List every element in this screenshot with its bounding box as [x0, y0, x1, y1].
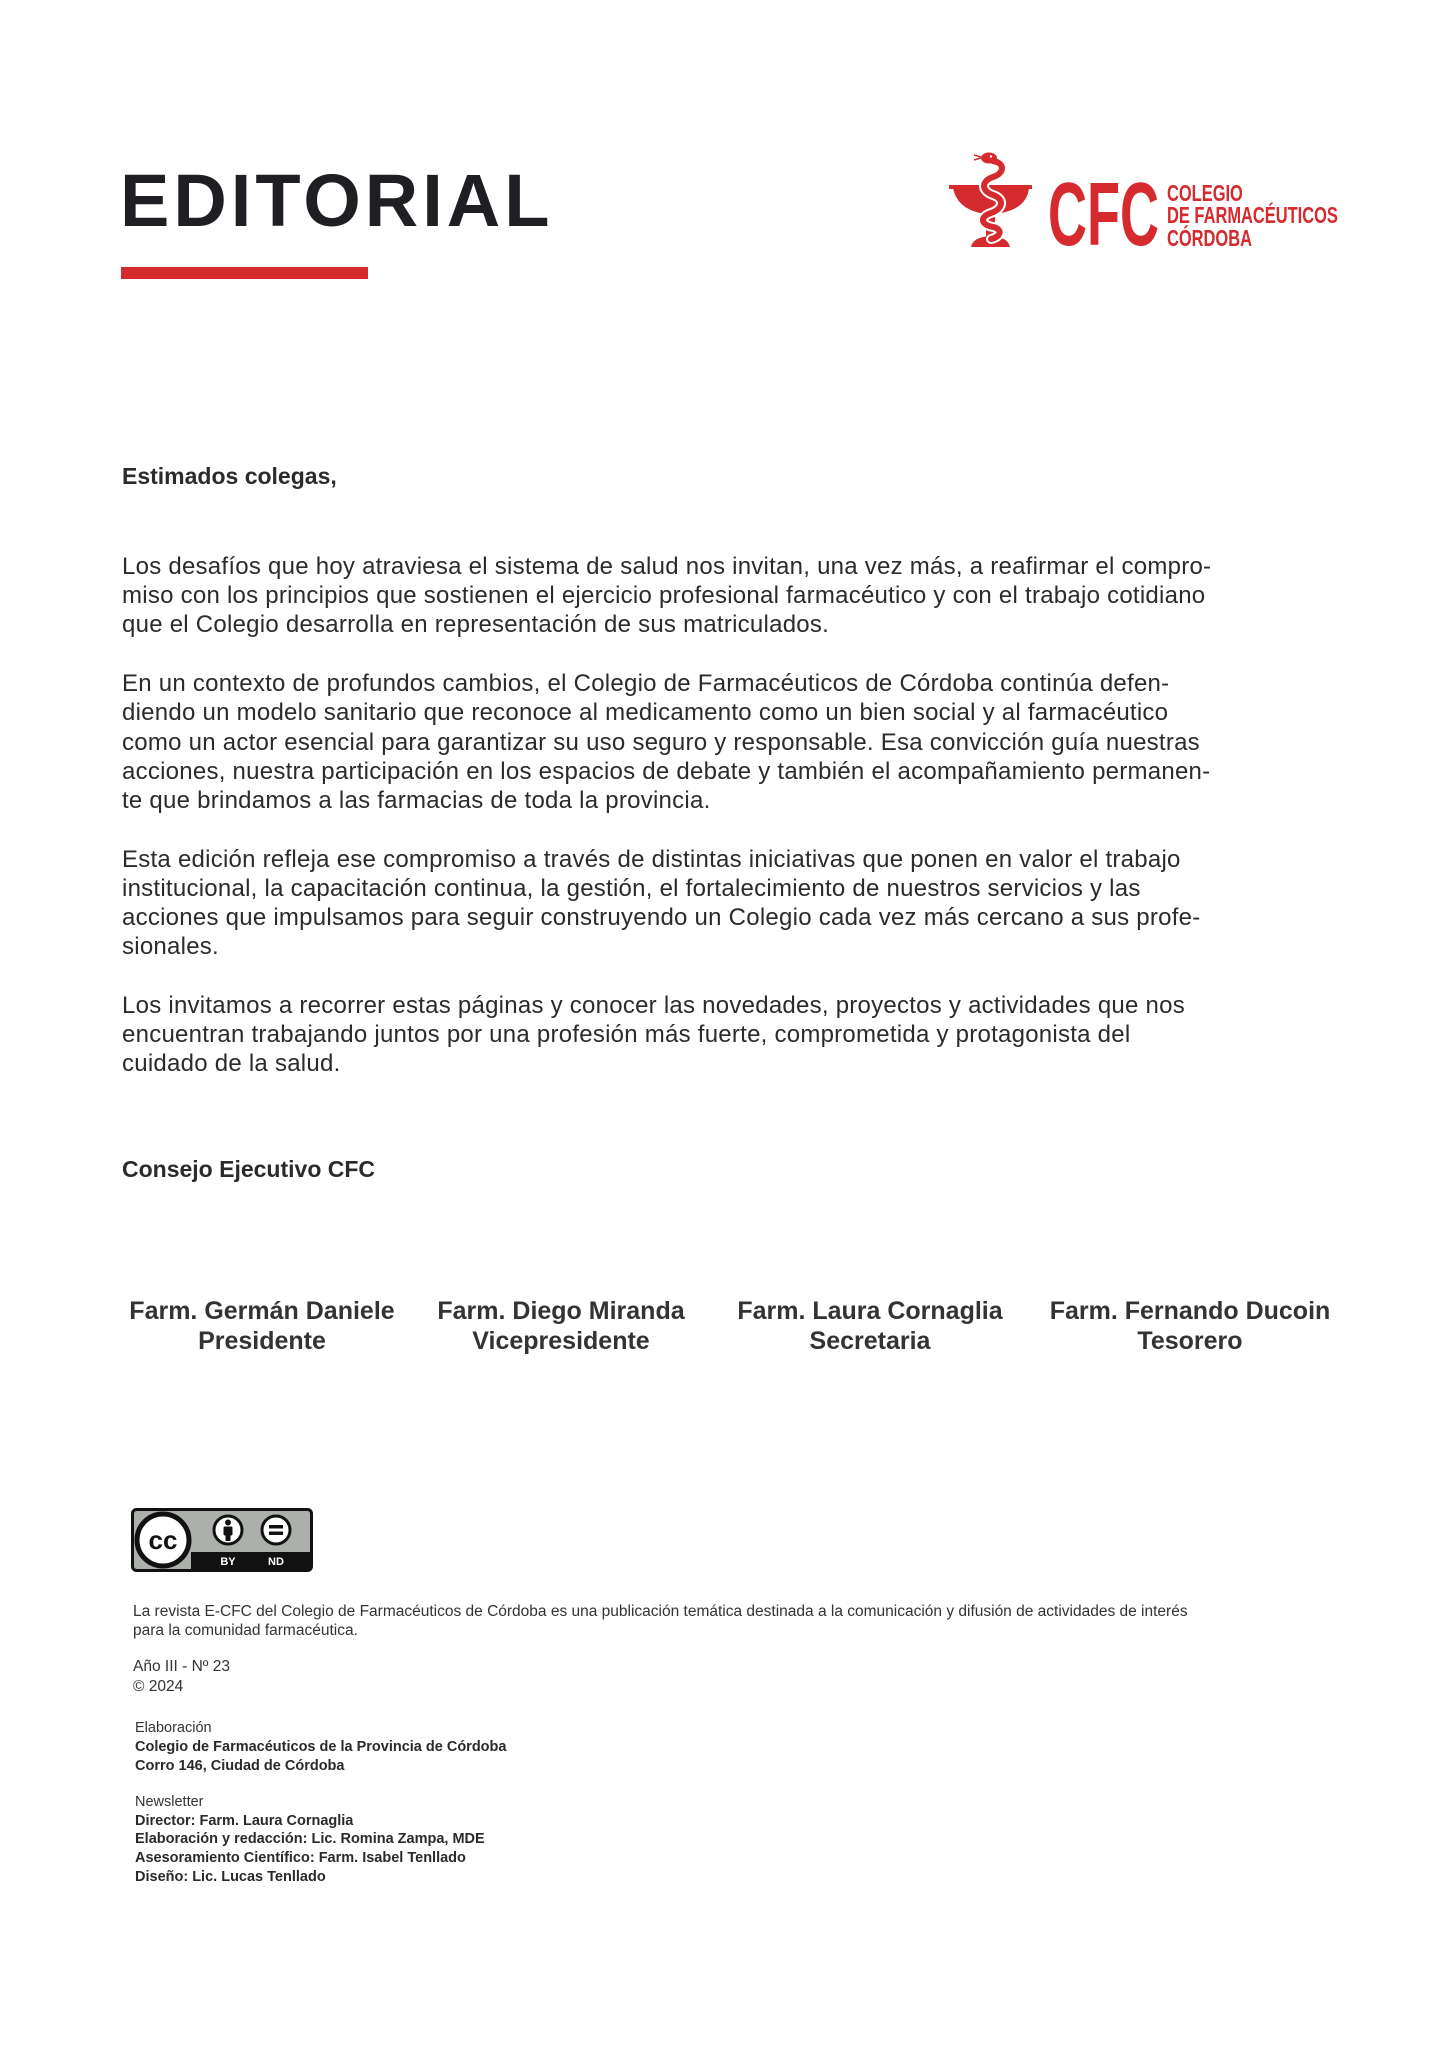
paragraph-line: sionales. — [122, 933, 219, 961]
paragraph-line: cuidado de la salud. — [122, 1050, 341, 1078]
signatory — [690, 1296, 1050, 1356]
footer-description-line: para la comunidad farmacéutica. — [133, 1622, 358, 1640]
by-label: BY — [220, 1556, 236, 1568]
logo-name-line: CÓRDOBA — [1167, 224, 1252, 251]
credit-line: Director: Farm. Laura Cornaglia — [135, 1812, 354, 1829]
nd-label: ND — [268, 1556, 284, 1568]
closing-signature: Consejo Ejecutivo CFC — [122, 1156, 376, 1183]
title-underline — [121, 267, 368, 279]
newsletter-credits — [135, 1793, 485, 1887]
paragraph-line: Los invitamos a recorrer estas páginas y conocer las novedades, proyectos y actividades que nos — [122, 991, 1185, 1019]
paragraph-line: acciones que impulsamos para seguir construyendo un Colegio cada vez más cercano a sus profe- — [122, 904, 1201, 932]
signatory — [381, 1296, 741, 1356]
issue-info — [133, 1657, 230, 1696]
footer-description-line: La revista E-CFC del Colegio de Farmacéuticos de Córdoba es una publicación temática destinada a la comunicación y difusión de actividades de interés — [133, 1602, 1188, 1620]
logo-name-line: DE FARMACÉUTICOS — [1167, 202, 1338, 229]
copyright: © 2024 — [133, 1677, 184, 1695]
caduceus-cup-icon — [949, 151, 1032, 247]
newsletter-heading: Newsletter — [135, 1793, 204, 1810]
signatory-name: Farm. Germán Daniele — [129, 1296, 395, 1325]
signatory-role: Tesorero — [1137, 1326, 1243, 1355]
issue-number: Año III - Nº 23 — [133, 1658, 230, 1676]
logo-institution-name — [1167, 179, 1338, 251]
paragraph-line: Esta edición refleja ese compromiso a través de distintas iniciativas que ponen en valor el trabajo — [122, 845, 1181, 873]
paragraph-line: acciones, nuestra participación en los espacios de debate y también el acompañamiento permanen- — [122, 757, 1211, 785]
credit-line: Asesoramiento Científico: Farm. Isabel Tenllado — [135, 1849, 466, 1866]
editorial-body — [122, 552, 1362, 1108]
signatory-name: Farm. Diego Miranda — [437, 1296, 685, 1325]
paragraph — [122, 991, 1362, 1079]
paragraph-line: En un contexto de profundos cambios, el Colegio de Farmacéuticos de Córdoba continúa defen- — [122, 670, 1170, 698]
footer-description — [133, 1602, 1188, 1641]
paragraph — [122, 552, 1362, 640]
signatory-role: Vicepresidente — [472, 1326, 650, 1355]
cc-text: cc — [148, 1525, 178, 1555]
paragraph — [122, 669, 1362, 815]
paragraph — [122, 845, 1362, 962]
no-derivatives-icon — [262, 1516, 290, 1544]
paragraph-line: diendo un modelo sanitario que reconoce al medicamento como un bien social y al farmacéutico — [122, 699, 1169, 727]
paragraph-line: como un actor esencial para garantizar su uso seguro y responsable. Esa convicción guía nuestras — [122, 728, 1200, 756]
signatory-role: Secretaria — [809, 1326, 931, 1355]
paragraph-line: miso con los principios que sostienen el ejercicio profesional farmacéutico y con el trabajo cotidiano — [122, 582, 1206, 610]
signatory-name: Farm. Laura Cornaglia — [737, 1296, 1003, 1325]
credit-line: Elaboración y redacción: Lic. Romina Zampa, MDE — [135, 1831, 485, 1848]
credit-line: Corro 146, Ciudad de Córdoba — [135, 1757, 345, 1774]
paragraph-line: que el Colegio desarrolla en representación de sus matriculados. — [122, 611, 830, 639]
paragraph-line: Los desafíos que hoy atraviesa el sistema de salud nos invitan, una vez más, a reafirmar el compro- — [122, 553, 1212, 580]
cfc-logo — [949, 151, 1339, 265]
elaboration-credits — [135, 1719, 506, 1775]
paragraph-line: institucional, la capacitación continua, la gestión, el fortalecimiento de nuestros servicios y las — [122, 874, 1141, 902]
credit-line: Diseño: Lic. Lucas Tenllado — [135, 1868, 326, 1885]
signatory-name: Farm. Fernando Ducoin — [1049, 1296, 1331, 1325]
paragraph-line: encuentran trabajando juntos por una profesión más fuerte, comprometida y protagonista del — [122, 1021, 1131, 1049]
page-title: EDITORIAL — [120, 159, 554, 242]
paragraph-line: te que brindamos a las farmacias de toda la provincia. — [122, 786, 711, 814]
cc-license-badge — [131, 1508, 313, 1572]
logo-name-line: COLEGIO — [1167, 179, 1243, 206]
attribution-icon — [214, 1516, 242, 1544]
cc-icon — [137, 1514, 189, 1566]
greeting: Estimados colegas, — [122, 463, 337, 489]
elaboration-heading: Elaboración — [135, 1720, 212, 1737]
credit-line: Colegio de Farmacéuticos de la Provincia de Córdoba — [135, 1739, 507, 1756]
logo-acronym: CFC — [1048, 164, 1159, 265]
signatory — [1010, 1296, 1370, 1356]
signatory-role: Presidente — [198, 1326, 326, 1355]
